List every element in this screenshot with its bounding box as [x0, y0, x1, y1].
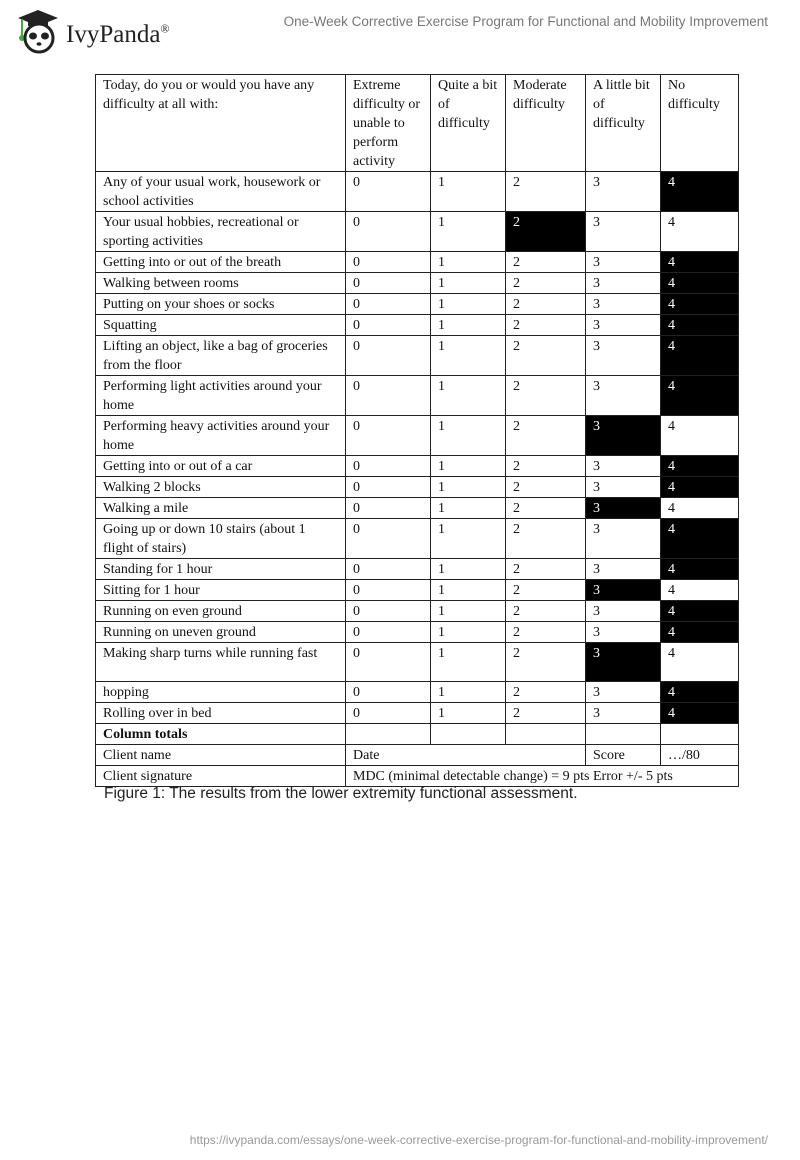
score-label: Score — [586, 745, 661, 766]
activity-label: hopping — [96, 682, 346, 703]
selected-score-cell: 4 — [661, 559, 739, 580]
header-a-little: A little bit of difficulty — [586, 75, 661, 172]
activity-label: Performing light activities around your home — [96, 376, 346, 416]
selected-score-cell: 4 — [661, 519, 739, 559]
score-cell: 3 — [586, 212, 661, 252]
score-cell: 3 — [586, 477, 661, 498]
activity-label: Rolling over in bed — [96, 703, 346, 724]
score-cell: 1 — [431, 601, 506, 622]
score-cell: 0 — [346, 273, 431, 294]
selected-score-cell: 4 — [661, 315, 739, 336]
score-cell: 3 — [586, 559, 661, 580]
score-cell: 1 — [431, 559, 506, 580]
score-cell: 2 — [506, 601, 586, 622]
score-cell: 2 — [506, 703, 586, 724]
score-cell: 0 — [346, 212, 431, 252]
score-cell: 4 — [661, 212, 739, 252]
table-row — [96, 376, 739, 416]
score-cell: 1 — [431, 580, 506, 601]
ivypanda-logo[interactable] — [14, 8, 170, 54]
header-quite-a-bit: Quite a bit of difficulty — [431, 75, 506, 172]
table-row — [96, 477, 739, 498]
activity-label: Running on uneven ground — [96, 622, 346, 643]
selected-score-cell: 3 — [586, 643, 661, 682]
score-cell: 2 — [506, 376, 586, 416]
score-cell: 2 — [506, 273, 586, 294]
score-cell: 2 — [506, 682, 586, 703]
score-cell: 4 — [661, 416, 739, 456]
score-cell: 4 — [661, 498, 739, 519]
score-cell: 2 — [506, 498, 586, 519]
score-cell: 0 — [346, 294, 431, 315]
score-cell: 3 — [586, 456, 661, 477]
score-cell: 0 — [346, 703, 431, 724]
score-cell: 2 — [506, 559, 586, 580]
score-cell: 3 — [586, 622, 661, 643]
score-cell: 0 — [346, 416, 431, 456]
activity-label: Lifting an object, like a bag of groceries from the floor — [96, 336, 346, 376]
table-row — [96, 336, 739, 376]
activity-label: Getting into or out of a car — [96, 456, 346, 477]
mdc-note: MDC (minimal detectable change) = 9 pts Error +/- 5 pts — [346, 766, 739, 787]
table-row — [96, 559, 739, 580]
score-cell: 2 — [506, 477, 586, 498]
score-cell: 0 — [346, 622, 431, 643]
brand-name: IvyPanda® — [66, 21, 170, 48]
score-cell: 1 — [431, 703, 506, 724]
activity-label: Running on even ground — [96, 601, 346, 622]
activity-label: Getting into or out of the breath — [96, 252, 346, 273]
score-cell: 1 — [431, 336, 506, 376]
activity-label: Walking between rooms — [96, 273, 346, 294]
activity-label: Your usual hobbies, recreational or sporting activities — [96, 212, 346, 252]
score-cell: 2 — [506, 643, 586, 682]
score-cell: 3 — [586, 703, 661, 724]
score-cell: 1 — [431, 643, 506, 682]
score-cell: 1 — [431, 315, 506, 336]
table-row — [96, 456, 739, 477]
score-cell: 1 — [431, 376, 506, 416]
score-cell: 2 — [506, 519, 586, 559]
table-row — [96, 273, 739, 294]
score-cell: 1 — [431, 498, 506, 519]
score-cell: 1 — [431, 172, 506, 212]
score-cell: 0 — [346, 682, 431, 703]
activity-label: Any of your usual work, housework or school activities — [96, 172, 346, 212]
selected-score-cell: 4 — [661, 622, 739, 643]
selected-score-cell: 3 — [586, 416, 661, 456]
score-cell: 1 — [431, 416, 506, 456]
score-cell: 0 — [346, 456, 431, 477]
table-row — [96, 643, 739, 682]
table-row — [96, 601, 739, 622]
functional-assessment-table — [95, 74, 739, 787]
table-header-row — [96, 75, 739, 172]
table-row — [96, 682, 739, 703]
score-cell: 0 — [346, 643, 431, 682]
selected-score-cell: 4 — [661, 456, 739, 477]
score-cell: 2 — [506, 252, 586, 273]
score-cell: 0 — [346, 477, 431, 498]
client-name-label: Client name — [96, 745, 346, 766]
activity-label: Making sharp turns while running fast — [96, 643, 346, 682]
activity-label: Standing for 1 hour — [96, 559, 346, 580]
score-cell: 3 — [586, 519, 661, 559]
table-row — [96, 622, 739, 643]
selected-score-cell: 4 — [661, 601, 739, 622]
score-cell: 0 — [346, 601, 431, 622]
score-cell: 2 — [506, 294, 586, 315]
document-title: One-Week Corrective Exercise Program for Functional and Mobility Improvement — [283, 14, 768, 29]
score-cell: 0 — [346, 336, 431, 376]
total-cell — [506, 724, 586, 745]
score-cell: 0 — [346, 519, 431, 559]
selected-score-cell: 4 — [661, 376, 739, 416]
score-cell: 1 — [431, 212, 506, 252]
score-value: …/80 — [661, 745, 739, 766]
score-cell: 4 — [661, 643, 739, 682]
column-totals-row — [96, 724, 739, 745]
score-cell: 3 — [586, 682, 661, 703]
selected-score-cell: 4 — [661, 172, 739, 212]
score-cell: 1 — [431, 622, 506, 643]
table-row — [96, 519, 739, 559]
table-row — [96, 315, 739, 336]
score-cell: 1 — [431, 273, 506, 294]
table-row — [96, 416, 739, 456]
table-row — [96, 252, 739, 273]
score-cell: 1 — [431, 519, 506, 559]
selected-score-cell: 4 — [661, 336, 739, 376]
score-cell: 2 — [506, 416, 586, 456]
total-cell — [661, 724, 739, 745]
score-cell: 1 — [431, 252, 506, 273]
table-row — [96, 294, 739, 315]
activity-label: Performing heavy activities around your home — [96, 416, 346, 456]
score-cell: 0 — [346, 172, 431, 212]
total-cell — [346, 724, 431, 745]
score-cell: 1 — [431, 294, 506, 315]
score-cell: 2 — [506, 580, 586, 601]
figure-caption: Figure 1: The results from the lower extremity functional assessment. — [104, 785, 578, 802]
footer-url[interactable]: https://ivypanda.com/essays/one-week-corrective-exercise-program-for-functional-and-mobility-improvement/ — [189, 1133, 768, 1147]
panda-graduate-icon — [14, 8, 62, 54]
selected-score-cell: 3 — [586, 498, 661, 519]
table-row — [96, 212, 739, 252]
client-signature-row — [96, 766, 739, 787]
selected-score-cell: 4 — [661, 252, 739, 273]
total-cell — [431, 724, 506, 745]
score-cell: 3 — [586, 336, 661, 376]
score-cell: 0 — [346, 376, 431, 416]
header-moderate: Moderate difficulty — [506, 75, 586, 172]
table-row — [96, 703, 739, 724]
score-cell: 2 — [506, 622, 586, 643]
selected-score-cell: 4 — [661, 294, 739, 315]
score-cell: 3 — [586, 376, 661, 416]
activity-label: Sitting for 1 hour — [96, 580, 346, 601]
header-no-difficulty: No difficulty — [661, 75, 739, 172]
total-cell — [586, 724, 661, 745]
selected-score-cell: 2 — [506, 212, 586, 252]
selected-score-cell: 3 — [586, 580, 661, 601]
score-cell: 1 — [431, 456, 506, 477]
table-row — [96, 580, 739, 601]
selected-score-cell: 4 — [661, 703, 739, 724]
activity-label: Going up or down 10 stairs (about 1 flight of stairs) — [96, 519, 346, 559]
selected-score-cell: 4 — [661, 477, 739, 498]
score-cell: 2 — [506, 456, 586, 477]
score-cell: 2 — [506, 336, 586, 376]
score-cell: 2 — [506, 315, 586, 336]
score-cell: 4 — [661, 580, 739, 601]
score-cell: 3 — [586, 252, 661, 273]
table-row — [96, 498, 739, 519]
score-cell: 3 — [586, 601, 661, 622]
score-cell: 1 — [431, 477, 506, 498]
activity-label: Squatting — [96, 315, 346, 336]
score-cell: 0 — [346, 252, 431, 273]
date-label: Date — [346, 745, 586, 766]
score-cell: 3 — [586, 294, 661, 315]
activity-label: Putting on your shoes or socks — [96, 294, 346, 315]
score-cell: 2 — [506, 172, 586, 212]
table-row — [96, 172, 739, 212]
score-cell: 3 — [586, 172, 661, 212]
score-cell: 0 — [346, 498, 431, 519]
activity-label: Walking 2 blocks — [96, 477, 346, 498]
selected-score-cell: 4 — [661, 682, 739, 703]
activity-label: Walking a mile — [96, 498, 346, 519]
header-extreme: Extreme difficulty or unable to perform activity — [346, 75, 431, 172]
client-signature-label: Client signature — [96, 766, 346, 787]
client-name-row — [96, 745, 739, 766]
score-cell: 1 — [431, 682, 506, 703]
selected-score-cell: 4 — [661, 273, 739, 294]
header-activity: Today, do you or would you have any difficulty at all with: — [96, 75, 346, 172]
score-cell: 0 — [346, 580, 431, 601]
score-cell: 3 — [586, 315, 661, 336]
score-cell: 3 — [586, 273, 661, 294]
score-cell: 0 — [346, 559, 431, 580]
column-totals-label: Column totals — [96, 724, 346, 745]
score-cell: 0 — [346, 315, 431, 336]
